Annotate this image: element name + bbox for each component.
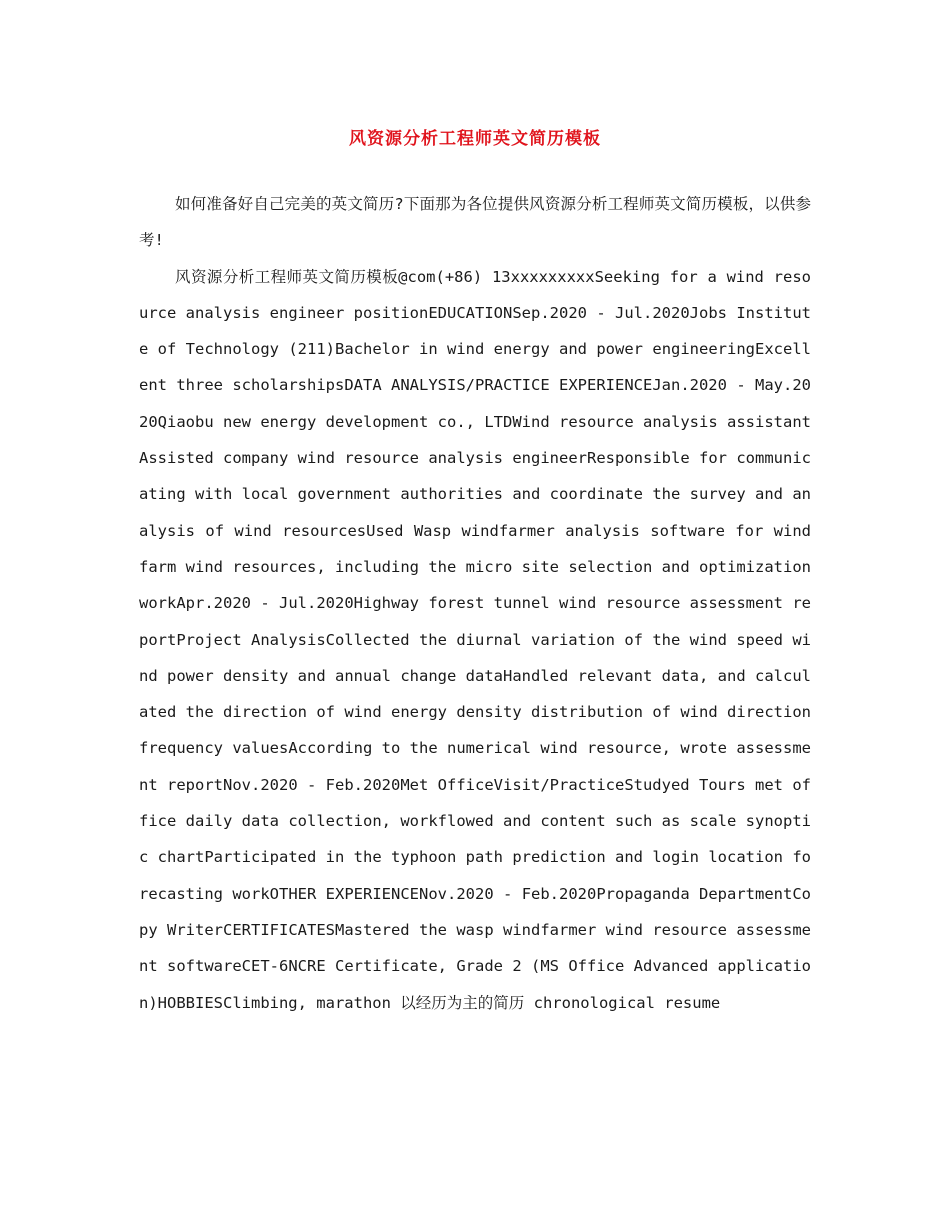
document-body <box>139 186 811 1021</box>
resume-paragraph: 风资源分析工程师英文简历模板@com(+86) 13xxxxxxxxxSeeking for a wind resource analysis engineer positionEDUCATIONSep.2020 - Jul.2020Jobs Institute of Technology (211)Bachelor in wind energy and power engineeringExcellent three scholarshipsDATA ANALYSIS/PRACTICE EXPERIENCEJan.2020 - May.2020Qiaobu new energy development co., LTDWind resource analysis assistantAssisted company wind resource analysis engineerResponsible for communicating with local government authorities and coordinate the survey and analysis of wind resourcesUsed Wasp windfarmer analysis software for wind farm wind resources, including the micro site selection and optimization workApr.2020 - Jul.2020Highway forest tunnel wind resource assessment reportProject AnalysisCollected the diurnal variation of the wind speed wind power density and annual change dataHandled relevant data, and calculated the direction of wind energy density distribution of wind direction frequency valuesAccording to the numerical wind resource, wrote assessment reportNov.2020 - Feb.2020Met OfficeVisit/PracticeStudyed Tours met office daily data collection, workflowed and content such as scale synoptic chartParticipated in the typhoon path prediction and login location forecasting workOTHER EXPERIENCENov.2020 - Feb.2020Propaganda DepartmentCopy WriterCERTIFICATESMastered the wasp windfarmer wind resource assessment softwareCET-6NCRE Certificate, Grade 2 (MS Office Advanced application)HOBBIESClimbing, marathon 以经历为主的简历 chronological resume <box>139 267 811 1012</box>
intro-paragraph: 如何准备好自己完美的英文简历?下面那为各位提供风资源分析工程师英文简历模板，以供参考! <box>139 195 811 250</box>
document-title: 风资源分析工程师英文简历模板 <box>349 129 601 149</box>
